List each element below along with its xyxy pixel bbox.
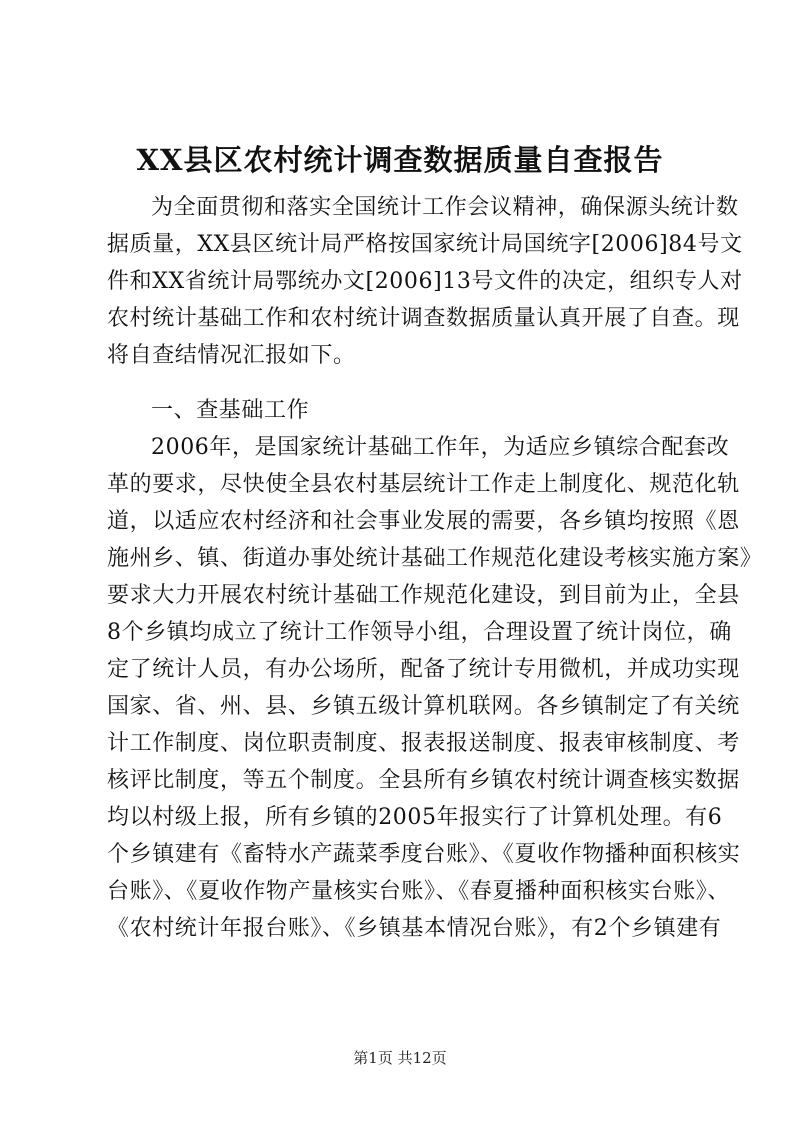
paragraph-line: 道，以适应农村经济和社会事业发展的需要，各乡镇均按照《恩 xyxy=(107,509,740,534)
paragraph-line: 定了统计人员，有办公场所，配备了统计专用微机，并成功实现 xyxy=(107,657,740,682)
paragraph-line: 2006年，是国家统计基础工作年，为适应乡镇综合配套改 xyxy=(151,435,730,460)
page-number: 第1页 共12页 xyxy=(353,1049,447,1067)
paragraph-line: 件和XX省统计局鄂统办文[2006]13号文件的决定，组织专人对 xyxy=(107,269,743,294)
paragraph-line: 据质量，XX县区统计局严格按国家统计局国统字[2006]84号文 xyxy=(107,232,743,257)
paragraph-line: 要求大力开展农村统计基础工作规范化建设，到目前为止，全县 xyxy=(107,583,740,608)
paragraph-line: 均以村级上报，所有乡镇的2005年报实行了计算机处理。有6 xyxy=(107,805,723,830)
section-heading: 一、查基础工作 xyxy=(151,398,310,423)
paragraph-line: 农村统计基础工作和农村统计调查数据质量认真开展了自查。现 xyxy=(107,306,740,331)
paragraph-line: 核评比制度，等五个制度。全县所有乡镇农村统计调查核实数据 xyxy=(107,768,740,793)
paragraph-line: 个乡镇建有《畜特水产蔬菜季度台账》、《夏收作物播种面积核实 xyxy=(107,842,741,867)
document-title: XX县区农村统计调查数据质量自查报告 xyxy=(136,143,664,177)
paragraph-line: 为全面贯彻和落实全国统计工作会议精神，确保源头统计数 xyxy=(151,195,739,220)
paragraph-line: 将自查结情况汇报如下。 xyxy=(107,343,356,368)
paragraph-line: 计工作制度、岗位职责制度、报表报送制度、报表审核制度、考 xyxy=(107,731,740,756)
paragraph-line: 8个乡镇均成立了统计工作领导小组，合理设置了统计岗位，确 xyxy=(107,620,732,645)
paragraph-line: 《农村统计年报台账》、《乡镇基本情况台账》，有2个乡镇建有 xyxy=(107,916,722,941)
paragraph-line: 施州乡、镇、街道办事处统计基础工作规范化建设考核实施方案》 xyxy=(107,546,763,571)
paragraph-line: 国家、省、州、县、乡镇五级计算机联网。各乡镇制定了有关统 xyxy=(107,694,740,719)
paragraph-line: 台账》、《夏收作物产量核实台账》、《春夏播种面积核实台账》、 xyxy=(107,879,731,904)
paragraph-line: 革的要求，尽快使全县农村基层统计工作走上制度化、规范化轨 xyxy=(107,472,740,497)
